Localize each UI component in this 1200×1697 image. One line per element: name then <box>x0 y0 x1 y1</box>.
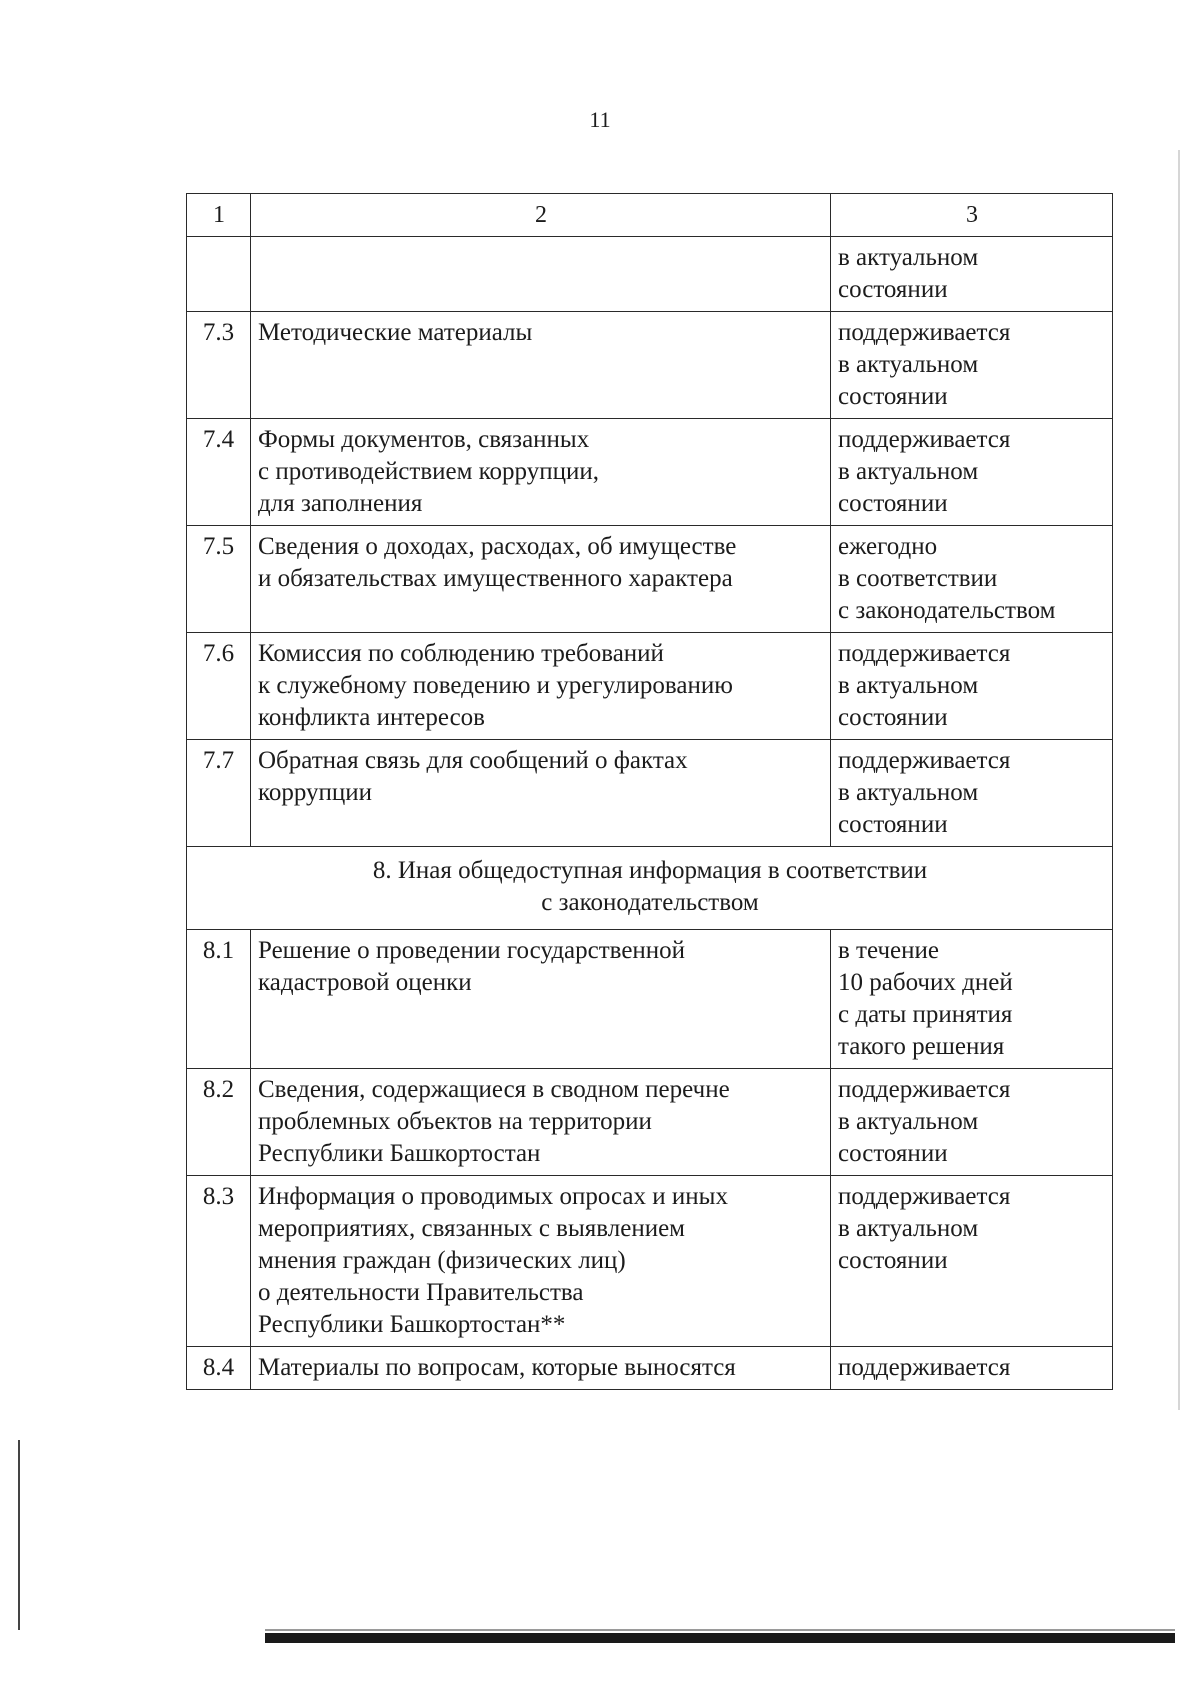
row-term-line: состоянии <box>838 704 948 731</box>
column-header-1: 1 <box>187 194 251 237</box>
row-name-line: Комиссия по соблюдению требований <box>258 640 664 667</box>
row-term-line: поддерживается <box>838 1183 1011 1210</box>
row-term-line: в актуальном <box>838 1108 979 1135</box>
section-heading-line: 8. Иная общедоступная информация в соответствии <box>372 857 928 884</box>
table-row <box>187 419 1113 526</box>
row-name-line: Решение о проведении государственной <box>258 937 686 964</box>
row-term-line: ежегодно <box>838 533 938 560</box>
row-term <box>831 312 1113 419</box>
column-header-3: 3 <box>831 194 1113 237</box>
section-heading <box>187 847 1113 930</box>
row-term-line: состоянии <box>838 1140 948 1167</box>
row-name-line: о деятельности Правительства <box>258 1279 584 1306</box>
table-row <box>187 1069 1113 1176</box>
row-name-line: к служебному поведению и урегулированию <box>258 672 733 699</box>
row-name <box>251 930 831 1069</box>
row-term-line: с законодательством <box>838 597 1056 624</box>
page-number: 11 <box>589 107 611 132</box>
row-term <box>831 633 1113 740</box>
row-term <box>831 930 1113 1069</box>
row-term-line: состоянии <box>838 383 948 410</box>
row-term-line: поддерживается <box>838 426 1011 453</box>
row-term-line: поддерживается <box>838 747 1011 774</box>
row-term <box>831 1069 1113 1176</box>
row-term <box>831 237 1113 312</box>
row-name <box>251 237 831 312</box>
row-term-line: состоянии <box>838 490 948 517</box>
row-name <box>251 312 831 419</box>
row-term-line: поддерживается <box>838 640 1011 667</box>
section-heading-row <box>187 847 1113 930</box>
row-name <box>251 526 831 633</box>
row-name <box>251 419 831 526</box>
row-name-line: Материалы по вопросам, которые выносятся <box>258 1354 736 1381</box>
scan-edge-right <box>1178 150 1180 1410</box>
table-row <box>187 633 1113 740</box>
row-name-line: Республики Башкортостан** <box>258 1311 566 1338</box>
table-row <box>187 237 1113 312</box>
row-term-line: в соответствии <box>838 565 998 592</box>
row-term <box>831 526 1113 633</box>
row-term-line: состоянии <box>838 1247 948 1274</box>
row-number: 7.5 <box>187 526 251 633</box>
row-term-line: 10 рабочих дней <box>838 969 1013 996</box>
row-number: 8.3 <box>187 1176 251 1347</box>
row-term-line: поддерживается <box>838 1354 1011 1381</box>
row-name-line: для заполнения <box>258 490 423 517</box>
row-number: 7.4 <box>187 419 251 526</box>
row-term-line: в актуальном <box>838 458 979 485</box>
row-name-line: Формы документов, связанных <box>258 426 590 453</box>
row-term <box>831 1176 1113 1347</box>
table-header-row <box>187 194 1113 237</box>
row-name-line: Сведения, содержащиеся в сводном перечне <box>258 1076 730 1103</box>
row-term <box>831 740 1113 847</box>
row-term-line: состоянии <box>838 811 948 838</box>
row-term-line: состоянии <box>838 276 948 303</box>
table-row <box>187 740 1113 847</box>
row-number: 7.3 <box>187 312 251 419</box>
scan-bottom-line <box>265 1629 1175 1631</box>
row-name-line: с противодействием коррупции, <box>258 458 599 485</box>
row-term-line: поддерживается <box>838 319 1011 346</box>
row-number: 8.2 <box>187 1069 251 1176</box>
row-number: 8.1 <box>187 930 251 1069</box>
row-term-line: в актуальном <box>838 779 979 806</box>
information-table <box>186 193 1113 1390</box>
row-name <box>251 1069 831 1176</box>
row-name-line: коррупции <box>258 779 373 806</box>
row-term-line: в актуальном <box>838 1215 979 1242</box>
row-term-line: в актуальном <box>838 351 979 378</box>
row-term-line: такого решения <box>838 1033 1005 1060</box>
scan-edge-left <box>18 1440 20 1630</box>
row-name-line: Методические материалы <box>258 319 533 346</box>
row-number: 7.6 <box>187 633 251 740</box>
row-name-line: Республики Башкортостан <box>258 1140 541 1167</box>
row-name-line: Информация о проводимых опросах и иных <box>258 1183 728 1210</box>
row-number: 8.4 <box>187 1347 251 1390</box>
table-row <box>187 1176 1113 1347</box>
row-term <box>831 1347 1113 1390</box>
row-term-line: с даты принятия <box>838 1001 1013 1028</box>
row-number: 7.7 <box>187 740 251 847</box>
row-name <box>251 633 831 740</box>
row-name-line: кадастровой оценки <box>258 969 472 996</box>
table-row <box>187 1347 1113 1390</box>
row-number <box>187 237 251 312</box>
row-term-line: в актуальном <box>838 244 979 271</box>
row-term-line: поддерживается <box>838 1076 1011 1103</box>
row-name <box>251 1347 831 1390</box>
row-name-line: Сведения о доходах, расходах, об имуществе <box>258 533 737 560</box>
table-row <box>187 312 1113 419</box>
row-name-line: проблемных объектов на территории <box>258 1108 652 1135</box>
scan-bottom-bar <box>265 1633 1175 1643</box>
row-name-line: конфликта интересов <box>258 704 485 731</box>
row-name <box>251 1176 831 1347</box>
table-row <box>187 526 1113 633</box>
row-term-line: в актуальном <box>838 672 979 699</box>
row-term <box>831 419 1113 526</box>
table-row <box>187 930 1113 1069</box>
row-name <box>251 740 831 847</box>
row-name-line: мероприятиях, связанных с выявлением <box>258 1215 685 1242</box>
row-name-line: и обязательствах имущественного характера <box>258 565 733 592</box>
row-name-line: Обратная связь для сообщений о фактах <box>258 747 688 774</box>
row-name-line: мнения граждан (физических лиц) <box>258 1247 626 1274</box>
column-header-2: 2 <box>251 194 831 237</box>
row-term-line: в течение <box>838 937 939 964</box>
section-heading-line: с законодательством <box>541 889 759 916</box>
